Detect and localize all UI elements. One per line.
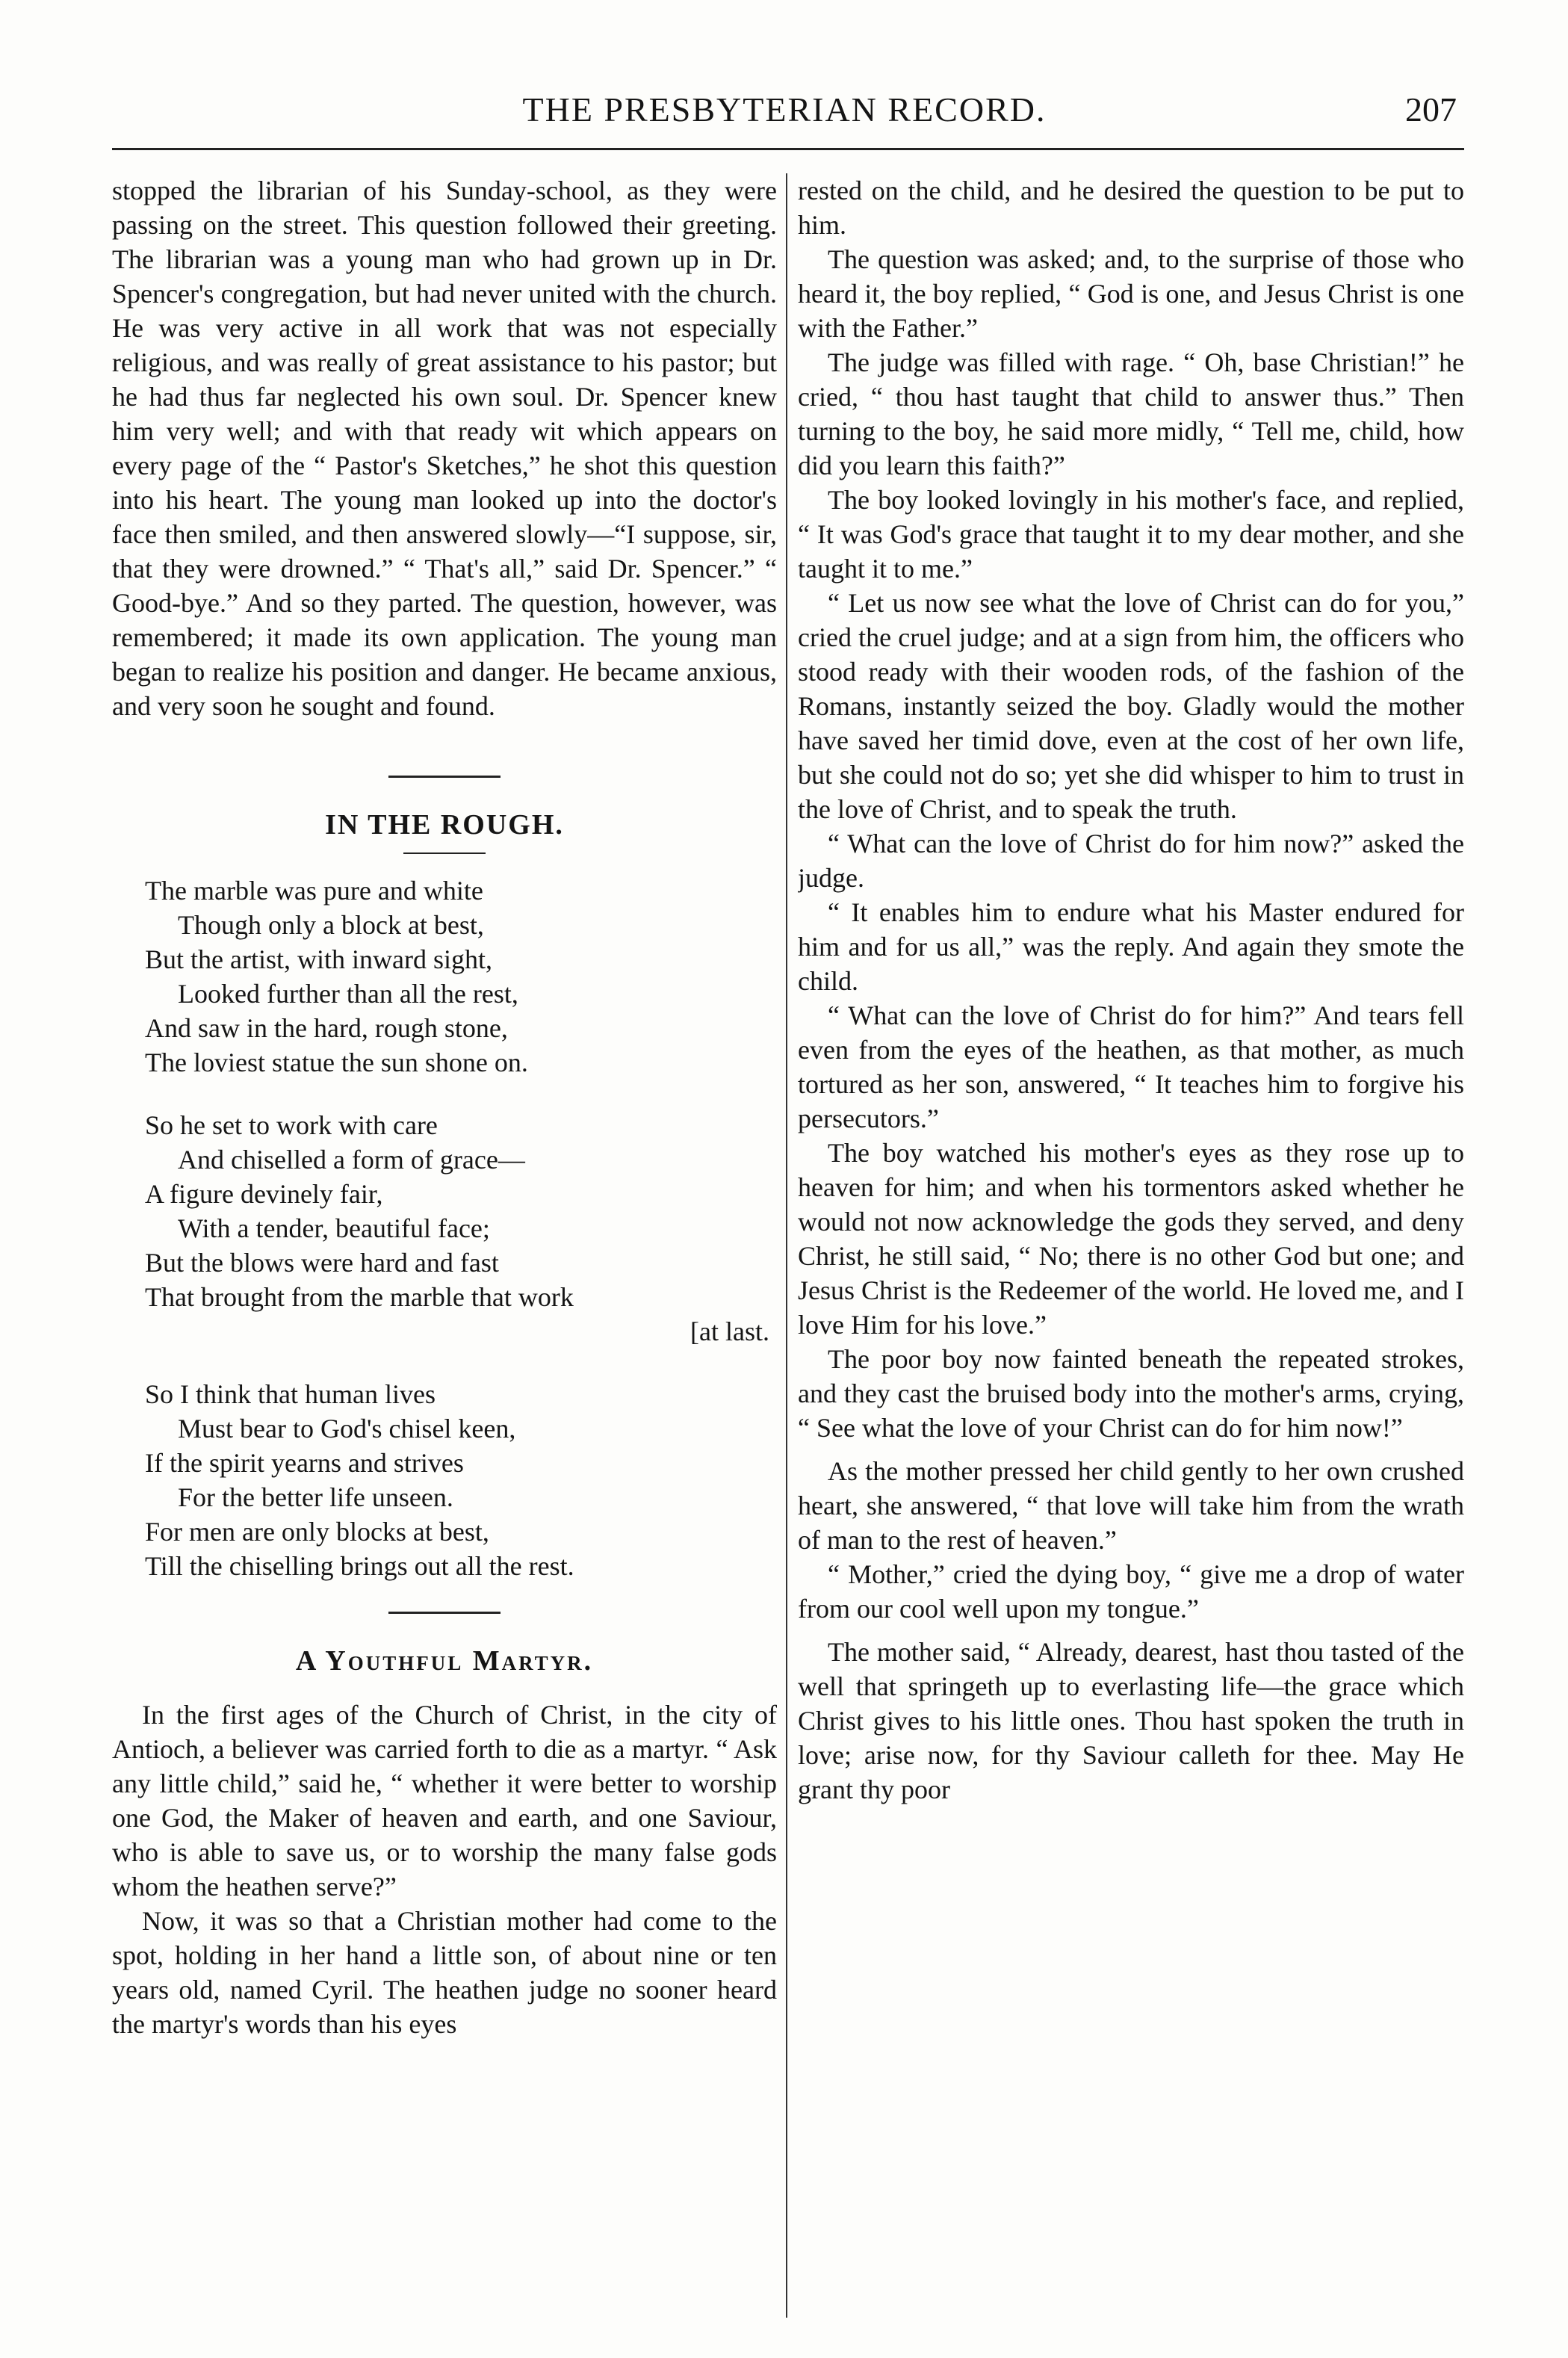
poem-line: A figure devinely fair, <box>145 1179 383 1209</box>
poem <box>145 873 777 1583</box>
poem-line: The marble was pure and white <box>145 876 483 906</box>
poem-line: For the better life unseen. <box>178 1482 453 1512</box>
article-paragraph: As the mother pressed her child gently to her own crushed heart, she answered, “ that love will take him from the wrath of man to the rest of heaven.” <box>798 1456 1464 1555</box>
title-underline <box>403 852 486 854</box>
article-paragraph: The boy watched his mother's eyes as they rose up to heaven for him; and when his tormentors asked whether he would not now acknowledge the gods they served, and deny Christ, he still said, “ No; there is no other God but one; and Jesus Christ is the Redeemer of the world. He loved me, and I love Him for his love.” <box>798 1138 1464 1340</box>
left-column <box>112 173 777 2325</box>
article-paragraph: rested on the child, and he desired the question to be put to him. <box>798 176 1464 240</box>
poem-line: That brought from the marble that work <box>145 1282 574 1312</box>
right-column <box>798 173 1464 2325</box>
article-paragraph: Now, it was so that a Christian mother had come to the spot, holding in her hand a little son, of about nine or ten years old, named Cyril. The heathen judge no sooner heard the martyr's words than his eyes <box>112 1906 777 2039</box>
article-paragraph: The mother said, “ Already, dearest, hast thou tasted of the well that springeth up to everlasting life—the grace which Christ gives to his little ones. Thou hast spoken the truth in love; arise now, for thy Saviour calleth for thee. May He grant thy poor <box>798 1637 1464 1804</box>
article-paragraph: In the first ages of the Church of Christ, in the city of Antioch, a believer was carried forth to die as a martyr. “ Ask any little child,” said he, “ whether it were better to worship one God, the Maker of heaven and earth, and one Saviour, who is able to save us, or to worship the many false gods whom the heathen serve?” <box>112 1700 777 1901</box>
column-divider <box>786 173 787 2318</box>
page-number: 207 <box>1405 90 1457 129</box>
poem-stanza <box>145 873 777 1080</box>
poem-stanza <box>145 1377 777 1583</box>
poem-line: For men are only blocks at best, <box>145 1517 489 1547</box>
poem-line: And chiselled a form of grace— <box>178 1145 525 1175</box>
intro-paragraph: stopped the librarian of his Sunday-school, as they were passing on the street. This question followed their greeting. The librarian was a young man who had grown up in Dr. Spencer's congregation, but had never united with the church. He was very active in all work that was not especially religious, and was really of great assistance to his pastor; but he had thus far neglected his own soul. Dr. Spencer knew him very well; and with that ready wit which appears on every page of the “ Pastor's Sketches,” he shot this question into his heart. The young man looked up into the doctor's face then smiled, and then answered slowly—“I suppose, sir, that they were drowned.” “ That's all,” said Dr. Spencer.” “ Good-bye.” And so they parted. The question, however, was remembered; it made its own application. The young man began to realize his position and danger. He became anxious, and very soon he sought and found. <box>112 176 777 721</box>
publication-title: THE PRESBYTERIAN RECORD. <box>522 90 1047 129</box>
poem-title: IN THE ROUGH. <box>325 809 564 841</box>
poem-line: But the artist, with inward sight, <box>145 944 492 974</box>
poem-line: If the spirit yearns and strives <box>145 1448 464 1478</box>
poem-line: Till the chiselling brings out all the rest. <box>145 1551 574 1581</box>
poem-line: So he set to work with care <box>145 1110 438 1140</box>
article-body <box>112 1698 777 2041</box>
article-paragraph: “ Mother,” cried the dying boy, “ give me a drop of water from our cool well upon my tongue.” <box>798 1559 1464 1624</box>
article-paragraph: The poor boy now fainted beneath the repeated strokes, and they cast the bruised body into the mother's arms, crying, “ See what the love of your Christ can do for him now!” <box>798 1344 1464 1443</box>
poem-line: The loviest statue the sun shone on. <box>145 1048 528 1077</box>
poem-line: So I think that human lives <box>145 1379 436 1409</box>
poem-line: [at last. <box>690 1316 769 1346</box>
poem-stanza <box>145 1108 777 1349</box>
article-paragraph: The judge was filled with rage. “ Oh, base Christian!” he cried, “ thou hast taught that child to answer thus.” Then turning to the boy, he said more midly, “ Tell me, child, how did you learn this faith?” <box>798 347 1464 480</box>
article-paragraph: “ What can the love of Christ do for him now?” asked the judge. <box>798 829 1464 893</box>
article-paragraph: The boy looked lovingly in his mother's face, and replied, “ It was God's grace that taught it to my dear mother, and she taught it to me.” <box>798 485 1464 584</box>
article-title: A Youthful Martyr. <box>295 1645 594 1677</box>
poem-line: Though only a block at best, <box>178 910 484 940</box>
article-paragraph: “ What can the love of Christ do for him?” And tears fell even from the eyes of the heathen, as that mother, as much tortured as her son, answered, “ It teaches him to forgive his persecutors.” <box>798 1000 1464 1133</box>
section-divider <box>388 1612 501 1614</box>
poem-line: And saw in the hard, rough stone, <box>145 1013 508 1043</box>
running-header <box>112 90 1457 142</box>
section-divider <box>388 776 501 778</box>
article-paragraph: “ Let us now see what the love of Christ can do for you,” cried the cruel judge; and at a sign from him, the officers who stood ready with their wooden rods, of the fashion of the Romans, instantly seized the boy. Gladly would the mother have saved her timid dove, even at the cost of her own life, but she could not do so; yet she did whisper to him to trust in the love of Christ, and to speak the truth. <box>798 588 1464 824</box>
poem-line: But the blows were hard and fast <box>145 1248 499 1278</box>
poem-line: Must bear to God's chisel keen, <box>178 1414 516 1443</box>
poem-line: With a tender, beautiful face; <box>178 1213 490 1243</box>
header-rule <box>112 148 1464 150</box>
poem-line: Looked further than all the rest, <box>178 979 518 1009</box>
article-paragraph: “ It enables him to endure what his Master endured for him and for us all,” was the reply. And again they smote the child. <box>798 897 1464 996</box>
article-paragraph: The question was asked; and, to the surprise of those who heard it, the boy replied, “ God is one, and Jesus Christ is one with the Father.” <box>798 244 1464 343</box>
